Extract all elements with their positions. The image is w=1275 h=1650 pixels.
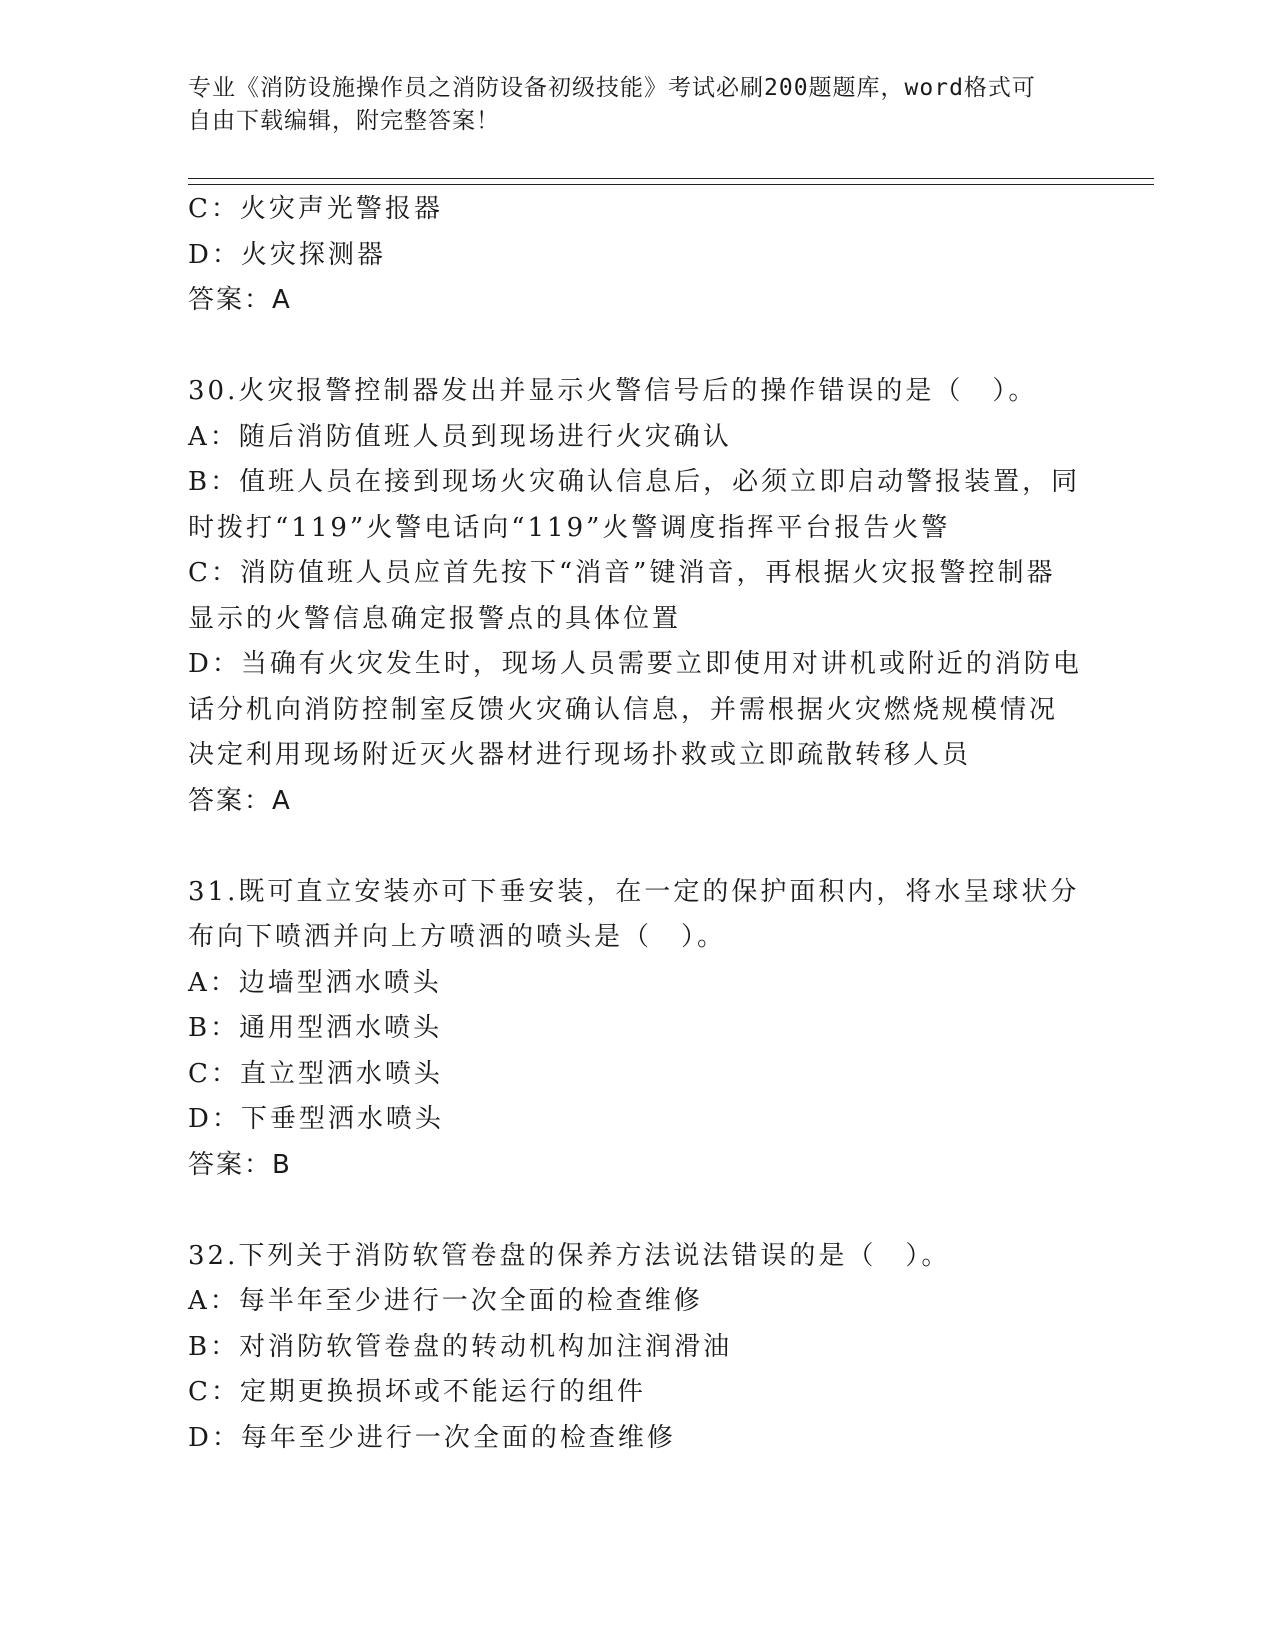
q30-option-a: A：随后消防值班人员到现场进行火灾确认 (188, 421, 732, 452)
question-content (188, 187, 1088, 1461)
header-rule-bottom (188, 184, 1154, 185)
q31-stem-line-1: 31.既可直立安装亦可下垂安装，在一定的保护面积内，将水呈球状分 (188, 876, 1080, 907)
q30-option-c-line-1: C：消防值班人员应首先按下“消音”键消音，再根据火灾报警控制器 (188, 558, 1056, 588)
q30-option-d-line-3: 决定利用现场附近灭火器材进行现场扑救或立即疏散转移人员 (188, 740, 972, 770)
q32-option-b: B：对消防软管卷盘的转动机构加注润滑油 (188, 1331, 733, 1362)
q30-stem: 30.火灾报警控制器发出并显示火警信号后的操作错误的是（ ）。 (188, 376, 1038, 406)
question-30 (188, 369, 1088, 824)
q32-option-d: D：每年至少进行一次全面的检查维修 (188, 1422, 676, 1453)
q30-option-d-line-1: D：当确有火灾发生时，现场人员需要立即使用对讲机或附近的消防电 (188, 649, 1082, 679)
q30-option-b-line-1: B：值班人员在接到现场火灾确认信息后，必须立即启动警报装置，同 (188, 467, 1081, 497)
q32-option-c: C：定期更换损坏或不能运行的组件 (188, 1377, 646, 1407)
spacer (188, 824, 1088, 870)
question-31 (188, 870, 1088, 1189)
q30-option-c-line-2: 显示的火警信息确定报警点的具体位置 (188, 603, 682, 634)
q30-option-d-line-2: 话分机向消防控制室反馈火灾确认信息，并需根据火灾燃烧规模情况 (188, 694, 1059, 725)
header-line-1: 专业《消防设施操作员之消防设备初级技能》考试必刷200题题库，word格式可 (188, 75, 1036, 101)
q31-option-c: C：直立型洒水喷头 (188, 1058, 443, 1089)
prev-option-d: D：火灾探测器 (188, 239, 386, 270)
header-line-2: 自由下载编辑，附完整答案！ (188, 108, 500, 134)
q30-option-b-line-2: 时拨打“119”火警电话向“119”火警调度指挥平台报告火警 (188, 512, 951, 543)
q32-option-a: A：每半年至少进行一次全面的检查维修 (188, 1286, 703, 1316)
spacer (188, 324, 1088, 370)
q32-stem: 32.下列关于消防软管卷盘的保养方法说法错误的是（ ）。 (188, 1240, 951, 1271)
q31-option-d: D：下垂型洒水喷头 (188, 1104, 444, 1134)
document-header (188, 72, 1068, 138)
q31-option-a: A：边墙型洒水喷头 (188, 967, 442, 998)
q31-stem-line-2: 布向下喷洒并向上方喷洒的喷头是（ ）。 (188, 922, 727, 952)
question-32 (188, 1234, 1088, 1462)
header-rule-top (188, 178, 1154, 179)
prev-answer: 答案：A (188, 285, 292, 315)
q31-option-b: B：通用型洒水喷头 (188, 1013, 443, 1043)
q31-answer: 答案：B (188, 1149, 292, 1180)
prev-option-c: C：火灾声光警报器 (188, 194, 443, 224)
q30-answer: 答案：A (188, 785, 292, 816)
spacer (188, 1188, 1088, 1234)
